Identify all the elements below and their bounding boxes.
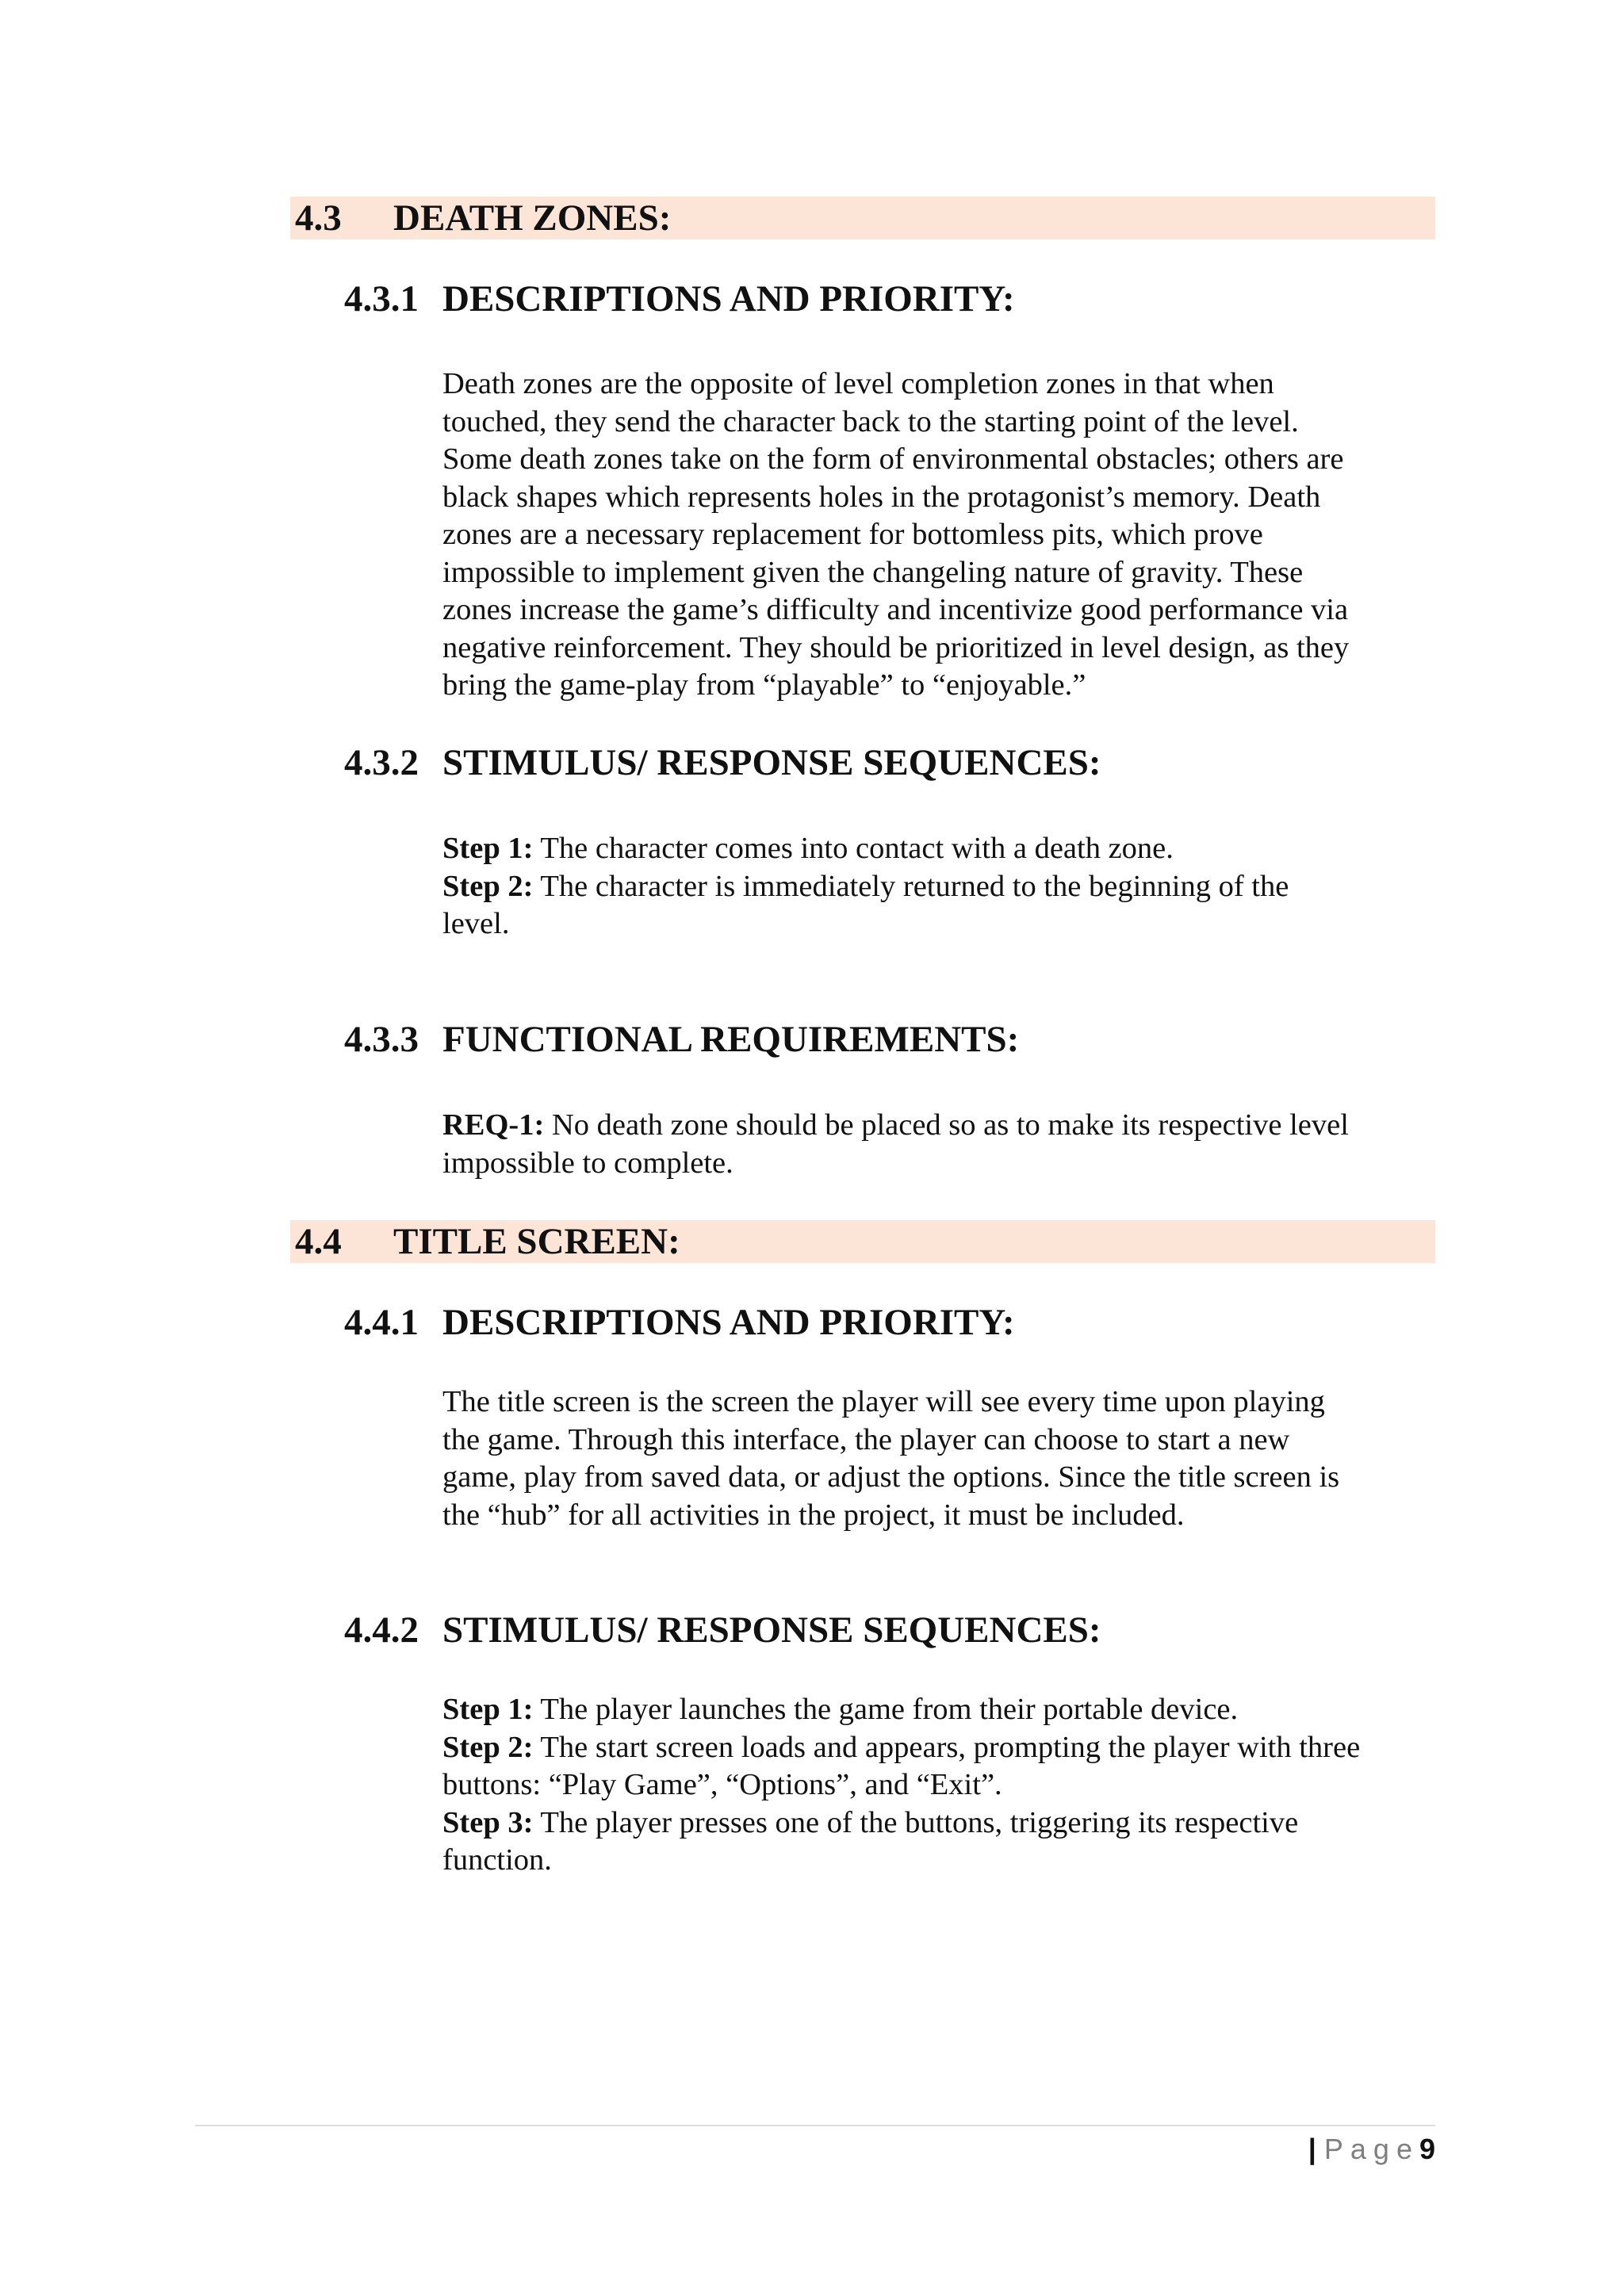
step-text: The character comes into contact with a death zone. — [540, 832, 1174, 865]
text-line: game, play from saved data, or adjust the options. Since the title screen is — [442, 1460, 1340, 1494]
step-continuation: buttons: “Play Game”, “Options”, and “Exit”. — [442, 1768, 1002, 1801]
step-line — [442, 1691, 1426, 1729]
step-continuation: level. — [442, 907, 510, 940]
step-label: Step 3: — [442, 1805, 534, 1839]
paragraph-death-zones-description — [442, 365, 1426, 705]
section-title: DEATH ZONES: — [393, 197, 672, 239]
subsection-title: STIMULUS/ RESPONSE SEQUENCES: — [442, 742, 1101, 783]
requirement-label: REQ-1: — [442, 1108, 545, 1142]
text-line: zones are a necessary replacement for bottomless pits, which prove — [442, 518, 1263, 551]
paragraph-title-screen-description — [442, 1383, 1426, 1534]
section-heading-4-4 — [290, 1220, 1435, 1263]
section-heading-4-3 — [290, 197, 1435, 239]
step-list-title-screen — [442, 1691, 1426, 1880]
text-line: the game. Through this interface, the player can choose to start a new — [442, 1422, 1290, 1456]
text-line: touched, they send the character back to the starting point of the level. — [442, 404, 1299, 438]
step-line — [442, 1729, 1426, 1767]
step-label: Step 2: — [442, 869, 534, 903]
step-text: The player presses one of the buttons, triggering its respective — [540, 1805, 1299, 1839]
subsection-heading-4-4-1 — [344, 1300, 1015, 1345]
text-line: the “hub” for all activities in the project, it must be included. — [442, 1498, 1185, 1532]
step-line — [442, 1804, 1426, 1843]
text-line: The title screen is the screen the player will see every time upon playing — [442, 1385, 1325, 1418]
section-number: 4.3 — [295, 197, 342, 239]
footer-divider — [195, 2125, 1435, 2126]
subsection-number: 4.3.2 — [344, 742, 419, 783]
subsection-heading-4-3-1 — [344, 277, 1015, 321]
footer-page-word: Page — [1323, 2133, 1419, 2165]
step-label: Step 1: — [442, 1693, 534, 1726]
subsection-title: STIMULUS/ RESPONSE SEQUENCES: — [442, 1609, 1101, 1651]
requirement-line — [442, 1107, 1426, 1145]
step-text: The character is immediately returned to the beginning of the — [540, 869, 1289, 903]
requirement-continuation: impossible to complete. — [442, 1146, 733, 1180]
step-list-death-zone — [442, 830, 1426, 943]
step-text: The player launches the game from their portable device. — [540, 1693, 1239, 1726]
subsection-title: FUNCTIONAL REQUIREMENTS: — [442, 1019, 1020, 1060]
text-line: bring the game-play from “playable” to “enjoyable.” — [442, 668, 1086, 702]
page-number: 9 — [1419, 2133, 1435, 2165]
requirement-text: No death zone should be placed so as to make its respective level — [551, 1108, 1349, 1142]
page-footer — [1308, 2130, 1435, 2169]
step-text: The start screen loads and appears, prompting the player with three — [540, 1730, 1361, 1764]
text-line: impossible to implement given the changeling nature of gravity. These — [442, 555, 1304, 589]
step-continuation: function. — [442, 1843, 552, 1877]
subsection-number: 4.4.2 — [344, 1609, 419, 1651]
subsection-heading-4-3-2 — [344, 740, 1101, 785]
text-line: Some death zones take on the form of environmental obstacles; others are — [442, 442, 1344, 476]
step-label: Step 1: — [442, 832, 534, 865]
subsection-title: DESCRIPTIONS AND PRIORITY: — [442, 1302, 1015, 1343]
subsection-number: 4.3.1 — [344, 278, 419, 320]
subsection-number: 4.4.1 — [344, 1302, 419, 1343]
subsection-number: 4.3.3 — [344, 1019, 419, 1060]
footer-separator: | — [1308, 2133, 1316, 2165]
step-line — [442, 868, 1426, 906]
step-line — [442, 830, 1426, 868]
subsection-heading-4-3-3 — [344, 1017, 1019, 1062]
requirement-list — [442, 1107, 1426, 1182]
subsection-heading-4-4-2 — [344, 1608, 1101, 1652]
subsection-title: DESCRIPTIONS AND PRIORITY: — [442, 278, 1015, 320]
section-number: 4.4 — [295, 1221, 342, 1262]
section-title: TITLE SCREEN: — [393, 1221, 680, 1262]
text-line: zones increase the game’s difficulty and incentivize good performance via — [442, 593, 1349, 626]
text-line: black shapes which represents holes in the protagonist’s memory. Death — [442, 480, 1321, 514]
text-line: Death zones are the opposite of level completion zones in that when — [442, 367, 1274, 400]
text-line: negative reinforcement. They should be prioritized in level design, as they — [442, 630, 1350, 664]
step-label: Step 2: — [442, 1730, 534, 1764]
